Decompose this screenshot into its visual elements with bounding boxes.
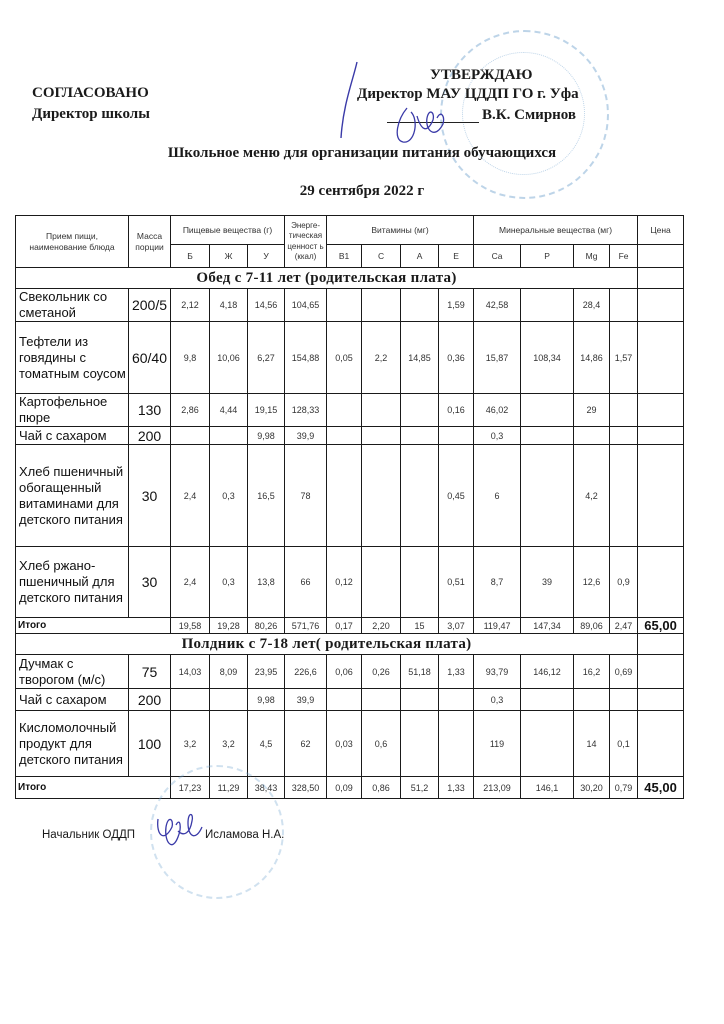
table-row xyxy=(16,427,684,445)
value-ca: 119 xyxy=(474,711,521,777)
dish-name: Чай с сахаром xyxy=(16,689,129,711)
value-e: 1,59 xyxy=(439,289,474,322)
total-fat: 19,28 xyxy=(210,618,248,634)
value-a xyxy=(401,289,439,322)
value-protein: 2,4 xyxy=(171,547,210,618)
total-mg: 89,06 xyxy=(574,618,610,634)
value-fat: 0,3 xyxy=(210,445,248,547)
value-c xyxy=(362,547,401,618)
value-p: 39 xyxy=(521,547,574,618)
value-price xyxy=(638,547,684,618)
table-row xyxy=(16,289,684,322)
value-energy: 39,9 xyxy=(285,427,327,445)
value-mg: 14 xyxy=(574,711,610,777)
value-fat: 0,3 xyxy=(210,547,248,618)
value-e xyxy=(439,711,474,777)
value-c xyxy=(362,445,401,547)
value-protein: 2,86 xyxy=(171,394,210,427)
value-price xyxy=(638,322,684,394)
total-fe: 0,79 xyxy=(610,777,638,799)
value-price xyxy=(638,711,684,777)
dish-mass: 30 xyxy=(129,547,171,618)
footer-signature xyxy=(42,829,285,841)
total-a: 51,2 xyxy=(401,777,439,799)
approval-right-title: УТВЕРЖДАЮ xyxy=(430,67,533,83)
value-b1 xyxy=(327,289,362,322)
header-nutrients: Пищевые вещества (г) xyxy=(171,216,285,245)
value-energy: 66 xyxy=(285,547,327,618)
value-fe: 0,9 xyxy=(610,547,638,618)
total-protein: 17,23 xyxy=(171,777,210,799)
value-c xyxy=(362,394,401,427)
total-label: Итого xyxy=(16,618,171,634)
value-carbs: 9,98 xyxy=(248,427,285,445)
menu-table xyxy=(15,215,684,799)
header-minerals: Минеральные вещества (мг) xyxy=(474,216,638,245)
value-e xyxy=(439,689,474,711)
value-fe xyxy=(610,394,638,427)
approval-left-title: СОГЛАСОВАНО xyxy=(32,85,149,101)
approval-right-signer: В.К. Смирнов xyxy=(482,107,577,123)
value-p xyxy=(521,711,574,777)
value-a xyxy=(401,445,439,547)
value-a: 51,18 xyxy=(401,655,439,689)
dish-mass: 200 xyxy=(129,427,171,445)
value-protein: 14,03 xyxy=(171,655,210,689)
value-ca: 42,58 xyxy=(474,289,521,322)
value-ca: 0,3 xyxy=(474,427,521,445)
value-fe xyxy=(610,427,638,445)
total-row xyxy=(16,777,684,799)
footer-name: Исламова Н.А. xyxy=(205,829,285,841)
value-c xyxy=(362,289,401,322)
header-protein: Б xyxy=(171,245,210,268)
value-fat: 10,06 xyxy=(210,322,248,394)
total-ca: 119,47 xyxy=(474,618,521,634)
header-fat: Ж xyxy=(210,245,248,268)
value-p xyxy=(521,445,574,547)
header-a: А xyxy=(401,245,439,268)
value-carbs: 23,95 xyxy=(248,655,285,689)
header-vitamins: Витамины (мг) xyxy=(327,216,474,245)
value-protein xyxy=(171,689,210,711)
value-fe: 1,57 xyxy=(610,322,638,394)
header-carbs: У xyxy=(248,245,285,268)
dish-name: Кисломолочный продукт для детского питания xyxy=(16,711,129,777)
header-ca: Ca xyxy=(474,245,521,268)
value-price xyxy=(638,394,684,427)
footer-signature-icon xyxy=(150,807,210,857)
section-title-lunch: Обед с 7-11 лет (родительская плата) xyxy=(16,268,638,289)
value-price xyxy=(638,289,684,322)
value-fat: 4,44 xyxy=(210,394,248,427)
value-mg xyxy=(574,689,610,711)
value-ca: 93,79 xyxy=(474,655,521,689)
value-p xyxy=(521,289,574,322)
value-protein: 9,8 xyxy=(171,322,210,394)
value-mg: 16,2 xyxy=(574,655,610,689)
value-carbs: 16,5 xyxy=(248,445,285,547)
header-price: Цена xyxy=(638,216,684,245)
footer-position: Начальник ОДДП xyxy=(42,829,136,841)
dish-name: Дучмак с творогом (м/с) xyxy=(16,655,129,689)
value-energy: 154,88 xyxy=(285,322,327,394)
section-price-empty xyxy=(638,268,684,289)
value-c: 0,26 xyxy=(362,655,401,689)
header-mg: Mg xyxy=(574,245,610,268)
dish-mass: 200 xyxy=(129,689,171,711)
value-e xyxy=(439,427,474,445)
value-c: 2,2 xyxy=(362,322,401,394)
value-a: 14,85 xyxy=(401,322,439,394)
value-c: 0,6 xyxy=(362,711,401,777)
value-carbs: 13,8 xyxy=(248,547,285,618)
value-mg: 4,2 xyxy=(574,445,610,547)
value-ca: 8,7 xyxy=(474,547,521,618)
header-b1: В1 xyxy=(327,245,362,268)
value-a xyxy=(401,711,439,777)
dish-name: Хлеб ржано-пшеничный для детского питания xyxy=(16,547,129,618)
value-fe xyxy=(610,689,638,711)
value-b1 xyxy=(327,427,362,445)
section-title-snack: Полдник с 7-18 лет( родительская плата) xyxy=(16,634,638,655)
value-energy: 78 xyxy=(285,445,327,547)
value-price xyxy=(638,445,684,547)
header-energy: Энерге-тическая ценност ь (ккал) xyxy=(285,216,327,268)
value-ca: 46,02 xyxy=(474,394,521,427)
value-ca: 15,87 xyxy=(474,322,521,394)
value-e: 0,36 xyxy=(439,322,474,394)
value-energy: 128,33 xyxy=(285,394,327,427)
value-e: 1,33 xyxy=(439,655,474,689)
total-c: 2,20 xyxy=(362,618,401,634)
table-row xyxy=(16,547,684,618)
value-e: 0,51 xyxy=(439,547,474,618)
value-fat: 3,2 xyxy=(210,711,248,777)
total-energy: 571,76 xyxy=(285,618,327,634)
value-energy: 104,65 xyxy=(285,289,327,322)
total-row xyxy=(16,618,684,634)
value-a xyxy=(401,394,439,427)
value-protein: 2,4 xyxy=(171,445,210,547)
table-row xyxy=(16,689,684,711)
value-mg: 12,6 xyxy=(574,547,610,618)
table-row xyxy=(16,394,684,427)
value-a xyxy=(401,547,439,618)
header-meal: Прием пищи, наименование блюда xyxy=(16,216,129,268)
dish-mass: 130 xyxy=(129,394,171,427)
signature-icon xyxy=(335,60,465,150)
total-energy: 328,50 xyxy=(285,777,327,799)
total-b1: 0,09 xyxy=(327,777,362,799)
total-protein: 19,58 xyxy=(171,618,210,634)
value-carbs: 14,56 xyxy=(248,289,285,322)
table-row xyxy=(16,711,684,777)
total-fe: 2,47 xyxy=(610,618,638,634)
value-b1 xyxy=(327,394,362,427)
value-energy: 226,6 xyxy=(285,655,327,689)
total-carbs: 80,26 xyxy=(248,618,285,634)
total-c: 0,86 xyxy=(362,777,401,799)
value-fe: 0,1 xyxy=(610,711,638,777)
table-row xyxy=(16,322,684,394)
value-b1 xyxy=(327,445,362,547)
value-b1: 0,05 xyxy=(327,322,362,394)
value-fat: 8,09 xyxy=(210,655,248,689)
value-p: 108,34 xyxy=(521,322,574,394)
total-label: Итого xyxy=(16,777,171,799)
value-energy: 62 xyxy=(285,711,327,777)
value-e: 0,16 xyxy=(439,394,474,427)
header-p: P xyxy=(521,245,574,268)
total-a: 15 xyxy=(401,618,439,634)
value-ca: 6 xyxy=(474,445,521,547)
value-a xyxy=(401,427,439,445)
total-price: 45,00 xyxy=(638,777,684,799)
header-e: Е xyxy=(439,245,474,268)
approval-right-position: Директор МАУ ЦДДП ГО г. Уфа xyxy=(357,86,579,102)
value-carbs: 4,5 xyxy=(248,711,285,777)
value-energy: 39,9 xyxy=(285,689,327,711)
value-carbs: 19,15 xyxy=(248,394,285,427)
value-b1: 0,12 xyxy=(327,547,362,618)
dish-mass: 30 xyxy=(129,445,171,547)
value-protein: 3,2 xyxy=(171,711,210,777)
value-protein: 2,12 xyxy=(171,289,210,322)
total-b1: 0,17 xyxy=(327,618,362,634)
value-p xyxy=(521,427,574,445)
header-c: С xyxy=(362,245,401,268)
section-price-empty xyxy=(638,634,684,655)
dish-mass: 200/5 xyxy=(129,289,171,322)
total-ca: 213,09 xyxy=(474,777,521,799)
total-p: 146,1 xyxy=(521,777,574,799)
header-mass: Масса порции xyxy=(129,216,171,268)
total-p: 147,34 xyxy=(521,618,574,634)
value-fe: 0,69 xyxy=(610,655,638,689)
dish-name: Хлеб пшеничный обогащенный витаминами для детского питания xyxy=(16,445,129,547)
total-price: 65,00 xyxy=(638,618,684,634)
value-p xyxy=(521,689,574,711)
dish-name: Чай с сахаром xyxy=(16,427,129,445)
value-price xyxy=(638,655,684,689)
value-mg xyxy=(574,427,610,445)
dish-name: Картофельное пюре xyxy=(16,394,129,427)
value-mg: 14,86 xyxy=(574,322,610,394)
value-b1 xyxy=(327,689,362,711)
dish-mass: 60/40 xyxy=(129,322,171,394)
value-c xyxy=(362,427,401,445)
total-carbs: 38,43 xyxy=(248,777,285,799)
value-b1: 0,03 xyxy=(327,711,362,777)
value-price xyxy=(638,689,684,711)
total-e: 1,33 xyxy=(439,777,474,799)
value-fe xyxy=(610,289,638,322)
value-fat: 4,18 xyxy=(210,289,248,322)
total-mg: 30,20 xyxy=(574,777,610,799)
value-fat xyxy=(210,689,248,711)
approval-left-position: Директор школы xyxy=(32,106,150,122)
value-mg: 29 xyxy=(574,394,610,427)
table-row xyxy=(16,445,684,547)
document-date: 29 сентября 2022 г xyxy=(299,183,425,199)
header-price-empty xyxy=(638,245,684,268)
dish-name: Тефтели из говядины с томатным соусом xyxy=(16,322,129,394)
value-fat xyxy=(210,427,248,445)
total-fat: 11,29 xyxy=(210,777,248,799)
value-c xyxy=(362,689,401,711)
value-price xyxy=(638,427,684,445)
dish-mass: 100 xyxy=(129,711,171,777)
value-e: 0,45 xyxy=(439,445,474,547)
document-title: Школьное меню для организации питания обучающихся xyxy=(167,145,557,161)
value-protein xyxy=(171,427,210,445)
value-p xyxy=(521,394,574,427)
approval-left xyxy=(32,83,150,125)
value-mg: 28,4 xyxy=(574,289,610,322)
header-fe: Fe xyxy=(610,245,638,268)
value-b1: 0,06 xyxy=(327,655,362,689)
value-carbs: 6,27 xyxy=(248,322,285,394)
value-fe xyxy=(610,445,638,547)
value-ca: 0,3 xyxy=(474,689,521,711)
value-a xyxy=(401,689,439,711)
table-row xyxy=(16,655,684,689)
value-p: 146,12 xyxy=(521,655,574,689)
value-carbs: 9,98 xyxy=(248,689,285,711)
dish-name: Свекольник со сметаной xyxy=(16,289,129,322)
dish-mass: 75 xyxy=(129,655,171,689)
total-e: 3,07 xyxy=(439,618,474,634)
